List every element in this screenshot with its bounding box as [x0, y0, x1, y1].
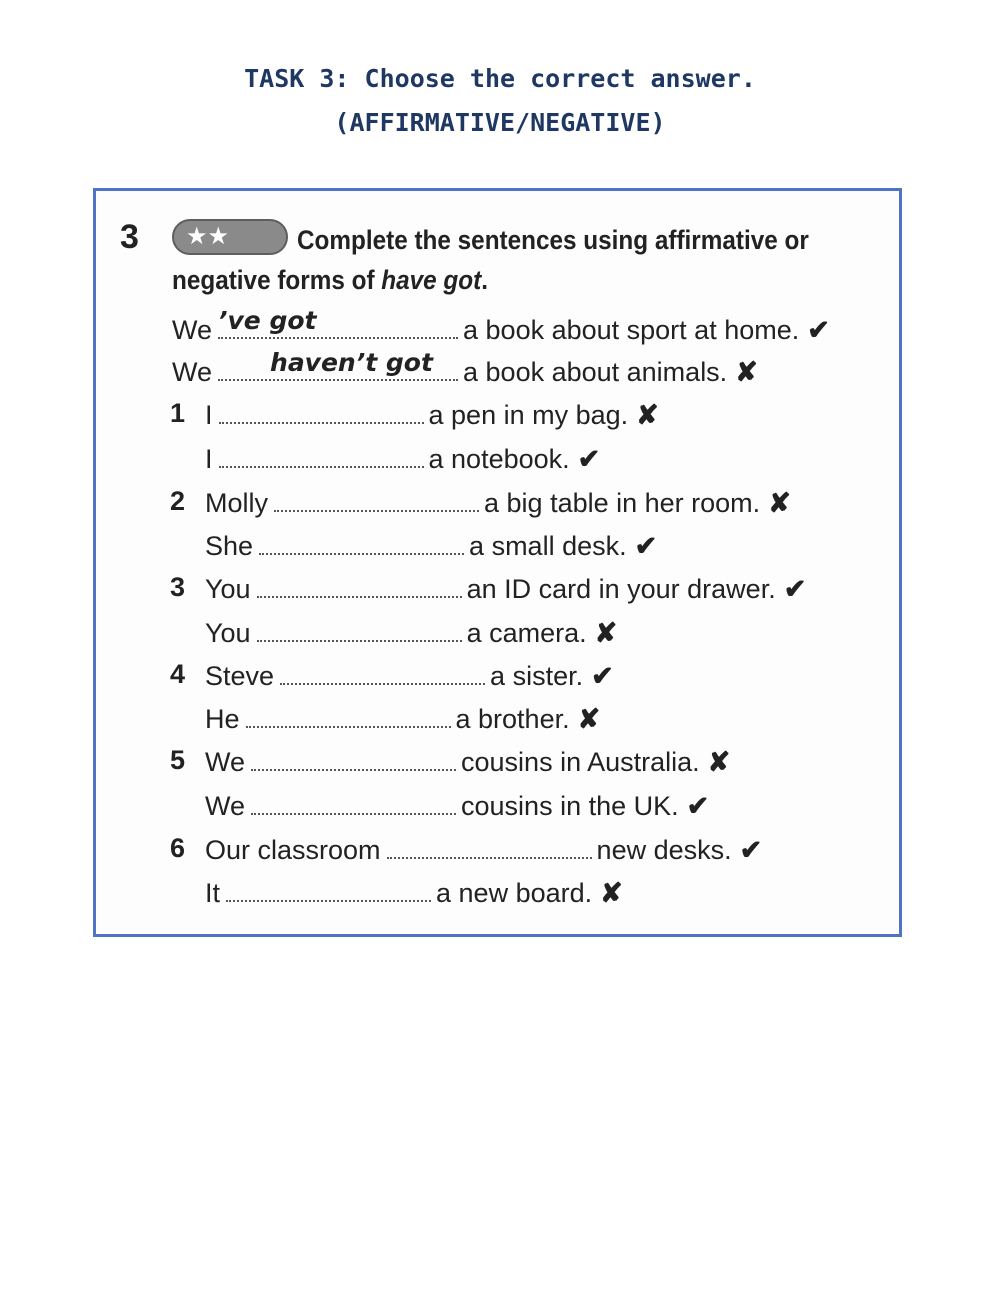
- check-icon: ✔: [783, 574, 807, 604]
- answer-blank[interactable]: [251, 789, 456, 815]
- instruction-line-2: negative forms of have got.: [172, 265, 488, 295]
- sentence-row: [205, 572, 806, 605]
- cross-icon: ✘: [594, 618, 618, 648]
- check-icon: ✔: [739, 835, 763, 865]
- answer-blank[interactable]: [219, 398, 424, 424]
- task-title: TASK 3: Choose the correct answer.: [244, 64, 756, 93]
- answer-blank[interactable]: [246, 702, 451, 728]
- sentence-row: [205, 745, 730, 778]
- sentence-row: [205, 486, 791, 519]
- sentence-row: [205, 789, 709, 822]
- sentence-subject: Molly: [205, 488, 269, 518]
- instruction-emphasis: have got: [381, 265, 482, 295]
- exercise-number: 3: [120, 218, 139, 256]
- check-icon: ✔: [577, 444, 601, 474]
- example-row: [172, 348, 758, 388]
- sentence-subject: Our classroom: [205, 835, 381, 865]
- item-number: 5: [170, 745, 186, 775]
- cross-icon: ✘: [707, 747, 731, 777]
- example-answer: haven’t got: [270, 348, 433, 377]
- cross-icon: ✘: [636, 400, 659, 430]
- check-icon: ✔: [686, 791, 710, 821]
- sentence-row: [205, 442, 600, 475]
- difficulty-stars-badge: [172, 219, 288, 255]
- sentence-row: [205, 876, 623, 909]
- exercise-frame: [93, 188, 902, 937]
- sentence-rest: cousins in the UK.: [461, 791, 679, 821]
- cross-icon: ✘: [577, 704, 601, 734]
- item-number: 6: [170, 833, 186, 863]
- answer-blank[interactable]: [387, 833, 592, 859]
- answer-blank[interactable]: [226, 876, 431, 902]
- example-subject: We: [172, 357, 213, 387]
- answer-blank[interactable]: [259, 529, 464, 555]
- sentence-rest: a pen in my bag.: [428, 400, 629, 430]
- sentence-row: [205, 398, 659, 431]
- sentence-row: [205, 659, 614, 692]
- task-subtitle: (AFFIRMATIVE/NEGATIVE): [334, 108, 666, 137]
- answer-blank[interactable]: [219, 442, 424, 468]
- sentence-subject: You: [205, 618, 251, 648]
- sentence-rest: a small desk.: [469, 531, 627, 561]
- example-answer-blank: [218, 306, 458, 339]
- sentence-rest: a notebook.: [428, 444, 570, 474]
- sentence-rest: new desks.: [596, 835, 732, 865]
- example-answer-blank: [218, 348, 458, 381]
- instruction-line-1: Complete the sentences using affirmative or: [297, 225, 809, 255]
- sentence-subject: It: [205, 878, 221, 908]
- cross-icon: ✘: [735, 357, 758, 387]
- sentence-rest: a big table in her room.: [484, 488, 761, 518]
- example-rest: a book about sport at home.: [463, 315, 800, 345]
- example-row: [172, 306, 830, 346]
- sentence-subject: We: [205, 747, 246, 777]
- sentence-rest: cousins in Australia.: [461, 747, 700, 777]
- sentence-row: [205, 529, 657, 562]
- sentence-subject: You: [205, 574, 251, 604]
- sentence-subject: I: [205, 400, 213, 430]
- sentence-subject: He: [205, 704, 240, 734]
- example-rest: a book about animals.: [463, 357, 728, 387]
- answer-blank[interactable]: [280, 659, 485, 685]
- answer-blank[interactable]: [257, 572, 462, 598]
- sentence-subject: I: [205, 444, 213, 474]
- item-number: 4: [170, 659, 186, 689]
- answer-blank[interactable]: [274, 486, 479, 512]
- sentence-row: [205, 833, 762, 866]
- sentence-subject: She: [205, 531, 254, 561]
- sentence-subject: We: [205, 791, 246, 821]
- sentence-row: [205, 702, 600, 735]
- check-icon: ✔: [807, 315, 830, 345]
- example-answer: ’ve got: [218, 306, 317, 335]
- star-icon: ★★: [186, 223, 230, 250]
- sentence-rest: a new board.: [436, 878, 593, 908]
- sentence-subject: Steve: [205, 661, 275, 691]
- example-subject: We: [172, 315, 213, 345]
- cross-icon: ✘: [600, 878, 623, 908]
- answer-blank[interactable]: [257, 616, 462, 642]
- sentence-rest: a brother.: [455, 704, 570, 734]
- sentence-rest: a sister.: [490, 661, 584, 691]
- cross-icon: ✘: [768, 488, 791, 518]
- item-number: 2: [170, 486, 186, 516]
- item-number: 1: [170, 398, 186, 428]
- check-icon: ✔: [634, 531, 658, 561]
- check-icon: ✔: [591, 661, 614, 691]
- item-number: 3: [170, 572, 186, 602]
- sentence-rest: a camera.: [466, 618, 587, 648]
- sentence-rest: an ID card in your drawer.: [466, 574, 776, 604]
- answer-blank[interactable]: [251, 745, 456, 771]
- sentence-row: [205, 616, 617, 649]
